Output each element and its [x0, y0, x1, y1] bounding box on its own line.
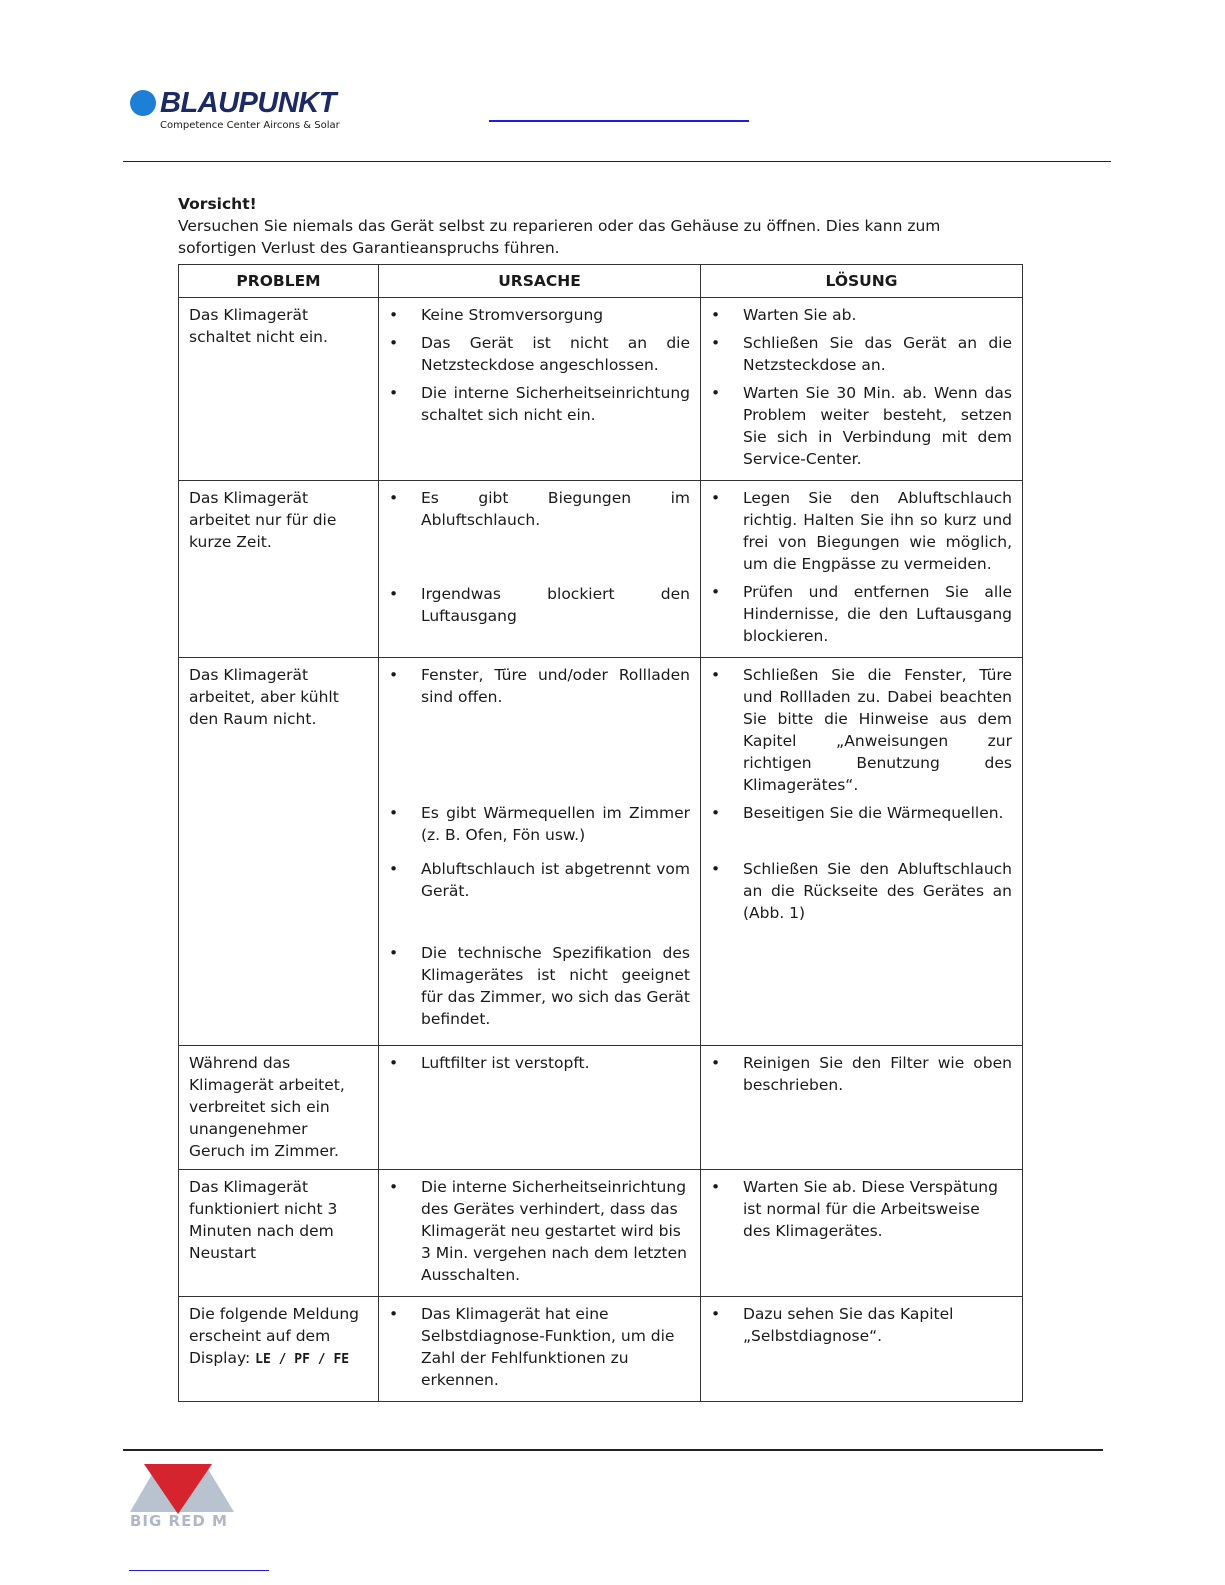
header-cause: URSACHE — [379, 265, 701, 298]
cause-item: • Das Klimagerät hat eine Selbstdiagnose-Funktion, um die Zahl der Fehlfunktionen zu erkennen. — [389, 1303, 690, 1391]
table-row — [179, 298, 1023, 481]
cause-cell — [379, 658, 701, 1046]
cause-cell — [379, 298, 701, 481]
cause-item: • Keine Stromversorgung — [389, 304, 690, 326]
problem-text: Das Klimagerät funktioniert nicht 3 Minuten nach dem Neustart — [189, 1178, 338, 1262]
cause-item: • Die technische Spezifikation des Klimagerätes ist nicht geeignet für das Zimmer, wo sich das Gerät befindet. — [389, 942, 690, 1030]
problem-cell — [179, 658, 379, 1046]
caution-block — [178, 193, 1020, 259]
problem-cell — [179, 298, 379, 481]
table-row — [179, 481, 1023, 658]
big-red-m-text: BIG RED M — [130, 1512, 228, 1530]
problem-text: Während das Klimagerät arbeitet, verbreitet sich ein unangenehmer Geruch im Zimmer. — [189, 1054, 345, 1160]
solution-item: • Schließen Sie die Fenster, Türe und Rollladen zu. Dabei beachten Sie bitte die Hinweise aus dem Kapitel „Anweisungen zur richtigen Benutzung des Klimagerätes“. — [711, 664, 1012, 796]
table-row — [179, 1297, 1023, 1402]
solution-item: • Legen Sie den Abluftschlauch richtig. Halten Sie ihn so kurz und frei von Biegungen wie möglich, um die Engpässe zu vermeiden. — [711, 487, 1012, 575]
table-row — [179, 1170, 1023, 1297]
solution-cell — [701, 1297, 1023, 1402]
cause-cell — [379, 1297, 701, 1402]
logo-dot-icon — [130, 90, 156, 116]
solution-item: • Schließen Sie den Abluftschlauch an die Rückseite des Gerätes an (Abb. 1) — [711, 858, 1012, 924]
solution-item: • Warten Sie ab. Diese Verspätung ist normal für die Arbeitsweise des Klimagerätes. — [711, 1176, 1012, 1242]
solution-item: • Schließen Sie das Gerät an die Netzsteckdose an. — [711, 332, 1012, 376]
footer-divider — [123, 1449, 1103, 1451]
header-problem: PROBLEM — [179, 265, 379, 298]
problem-text: Das Klimagerät schaltet nicht ein. — [189, 306, 328, 346]
problem-cell — [179, 1297, 379, 1402]
cause-item: • Die interne Sicherheitseinrichtung schaltet sich nicht ein. — [389, 382, 690, 426]
header-divider — [123, 161, 1111, 162]
problem-cell — [179, 1046, 379, 1170]
caution-title: Vorsicht! — [178, 195, 257, 213]
problem-cell — [179, 1170, 379, 1297]
solution-cell — [701, 1046, 1023, 1170]
solution-item: • Dazu sehen Sie das Kapitel „Selbstdiagnose“. — [711, 1303, 1012, 1347]
problem-text: Die folgende Meldung erscheint auf dem Display: — [189, 1305, 359, 1367]
brand-tagline: Competence Center Aircons & Solar — [160, 120, 340, 131]
solution-item: • Warten Sie 30 Min. ab. Wenn das Problem weiter besteht, setzen Sie sich in Verbindung mit dem Service-Center. — [711, 382, 1012, 470]
cause-item: • Irgendwas blockiert den Luftausgang — [389, 583, 690, 627]
cause-item: • Die interne Sicherheitseinrichtung des Gerätes verhindert, dass das Klimagerät neu gestartet wird bis 3 Min. vergehen nach dem letzten Ausschalten. — [389, 1176, 690, 1286]
table-row — [179, 1046, 1023, 1170]
cause-item: • Fenster, Türe und/oder Rollladen sind offen. — [389, 664, 690, 708]
problem-cell — [179, 481, 379, 658]
problem-text: Das Klimagerät arbeitet nur für die kurze Zeit. — [189, 489, 337, 551]
problem-text: Das Klimagerät arbeitet, aber kühlt den Raum nicht. — [189, 666, 339, 728]
solution-cell — [701, 481, 1023, 658]
solution-item: • Beseitigen Sie die Wärmequellen. — [711, 802, 1012, 824]
solution-item: • Reinigen Sie den Filter wie oben beschrieben. — [711, 1052, 1012, 1096]
display-error-codes: LE / PF / FE — [255, 1352, 350, 1367]
cause-item: • Das Gerät ist nicht an die Netzsteckdose angeschlossen. — [389, 332, 690, 376]
header-solution: LÖSUNG — [701, 265, 1023, 298]
solution-item: • Warten Sie ab. — [711, 304, 1012, 326]
cause-cell — [379, 481, 701, 658]
solution-item: • Prüfen und entfernen Sie alle Hindernisse, die den Luftausgang blockieren. — [711, 581, 1012, 647]
solution-cell — [701, 298, 1023, 481]
troubleshooting-table — [178, 264, 1023, 1402]
brand-name: BLAUPUNKT — [160, 87, 336, 119]
solution-cell — [701, 1170, 1023, 1297]
header-link-underline[interactable] — [489, 120, 749, 122]
table-row — [179, 658, 1023, 1046]
footer-link-underline[interactable] — [129, 1570, 269, 1571]
cause-item: • Abluftschlauch ist abgetrennt vom Gerät. — [389, 858, 690, 902]
blaupunkt-logo — [130, 86, 360, 136]
table-header-row — [179, 265, 1023, 298]
cause-item: • Luftfilter ist verstopft. — [389, 1052, 690, 1074]
cause-cell — [379, 1170, 701, 1297]
cause-item: • Es gibt Biegungen im Abluftschlauch. — [389, 487, 690, 531]
cause-cell — [379, 1046, 701, 1170]
solution-cell — [701, 658, 1023, 1046]
caution-text: Versuchen Sie niemals das Gerät selbst zu reparieren oder das Gehäuse zu öffnen. Dies kann zum sofortigen Verlust des Garantieanspruchs führen. — [178, 217, 941, 257]
cause-item: • Es gibt Wärmequellen im Zimmer (z. B. Ofen, Fön usw.) — [389, 802, 690, 846]
